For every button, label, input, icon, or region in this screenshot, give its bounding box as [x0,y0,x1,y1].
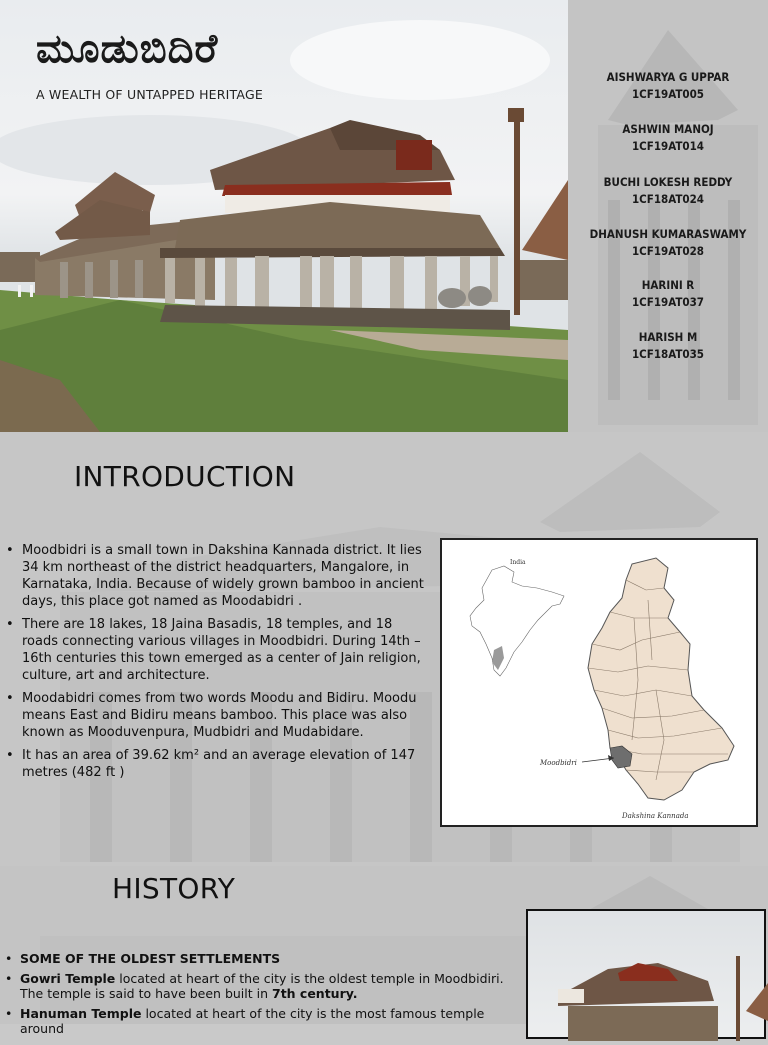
bullet-text: located at heart of the city is the oldest temple in Moodbidiri. The temple is said to have been built in [20,971,504,1001]
member-name: BUCHI LOKESH REDDY [603,175,733,189]
introduction-slide [0,432,768,866]
list-item [4,951,524,966]
member-usn: 1CF18AT024 [631,192,705,206]
india-outline [470,566,564,676]
member-usn: 1CF19AT005 [631,87,705,101]
temple-thumbnail [526,909,766,1039]
karnataka-map [442,540,756,825]
member-name: ASHWIN MANOJ [622,122,714,136]
member-6 [568,329,768,363]
district-label: Dakshina Kannada [622,812,689,820]
temple-photo [0,0,568,432]
page-title: ಮೂಡುಬಿದಿರೆ [36,26,219,72]
karnataka-outline [588,558,734,800]
member-1 [568,69,768,103]
member-2 [568,121,768,155]
member-3 [568,174,768,208]
bullet-bold: Gowri Temple [20,971,116,986]
introduction-bullets [4,542,432,787]
member-usn: 1CF19AT037 [631,295,705,309]
india-label: India [510,559,526,566]
member-usn: 1CF18AT035 [631,347,705,361]
member-name: HARISH M [638,330,698,344]
member-name: AISHWARYA G UPPAR [606,70,730,84]
introduction-heading: INTRODUCTION [74,460,296,493]
temple-watermark [568,0,768,432]
member-usn: 1CF19AT028 [631,244,705,258]
member-5 [568,277,768,311]
history-slide [0,866,768,1036]
list-item: • Moodabidri comes from two words Moodu and Bidiru. Moodu means East and Bidiru means bamboo. This place was also known as Mooduvenpura, Mudbidri and Mudabidare. [4,690,432,741]
list-item [4,1006,524,1036]
location-map [440,538,758,827]
list-item: • There are 18 lakes, 18 Jaina Basadis, 18 temples, and 18 roads connecting various villages in Moodbidri. During 14th –16th centuries this town emerged as a center of Jain religion, culture, art and architecture. [4,616,432,684]
list-item: • It has an area of 39.62 km² and an average elevation of 147 metres (482 ft ) [4,747,432,781]
team-members-panel [568,0,768,432]
temple-illustration [528,911,768,1041]
moodbidri-label: Moodbidri [540,759,577,767]
bullet-text: located at heart of the city is the most famous temple around [20,1006,485,1036]
member-name: HARINI R [641,278,695,292]
member-name: DHANUSH KUMARASWAMY [589,227,747,241]
list-item [4,971,524,1001]
member-usn: 1CF19AT014 [631,139,705,153]
bullet-bold: Hanuman Temple [20,1006,142,1021]
bullet-text: SOME OF THE OLDEST SETTLEMENTS [20,951,281,966]
page-subtitle: A WEALTH OF UNTAPPED HERITAGE [36,87,263,102]
bullet-bold: 7th century. [272,986,358,1001]
history-bullets [4,951,524,1041]
history-heading: HISTORY [112,872,236,905]
list-item: • Moodbidri is a small town in Dakshina Kannada district. It lies 34 km northeast of the district headquarters, Mangalore, in Karnataka, India. Because of widely grown bamboo in ancient days, this place got named as Moodabidri . [4,542,432,610]
member-4 [568,226,768,260]
title-slide [0,0,768,432]
